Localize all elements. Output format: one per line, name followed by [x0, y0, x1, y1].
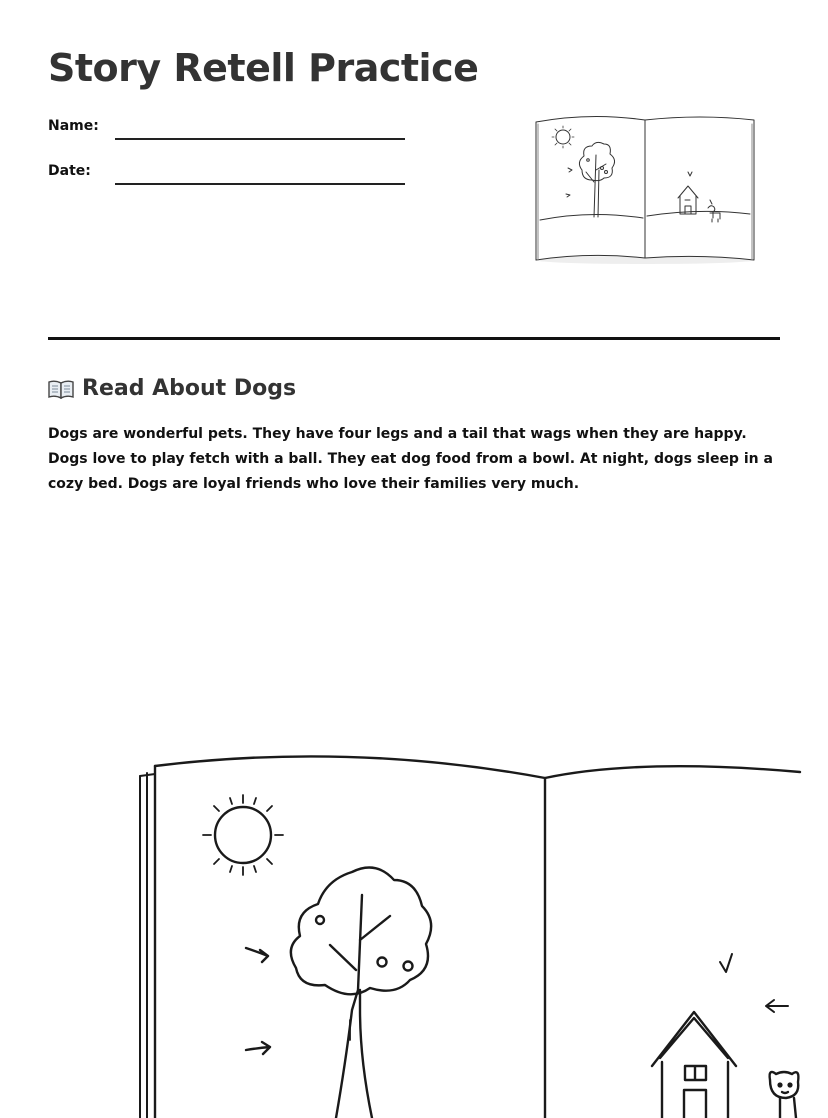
section-divider: [48, 337, 780, 340]
open-storybook-large: [0, 740, 828, 1118]
worksheet-title: Story Retell Practice: [48, 46, 479, 90]
name-label: Name:: [48, 118, 99, 134]
name-write-line[interactable]: [115, 138, 405, 140]
reading-section-heading: [48, 376, 296, 401]
date-label: Date:: [48, 163, 91, 179]
open-book-icon: [48, 379, 74, 399]
open-storybook-thumbnail: [530, 110, 760, 265]
reading-heading-text: Read About Dogs: [82, 376, 297, 401]
story-passage: Dogs are wonderful pets. They have four legs and a tail that wags when they are happy. Dogs love to play fetch with a ball. They eat dog food from a bowl. At night, dogs sleep in a cozy bed. Dogs are loyal friends who love their families very much.: [48, 426, 773, 492]
date-write-line[interactable]: [115, 183, 405, 185]
